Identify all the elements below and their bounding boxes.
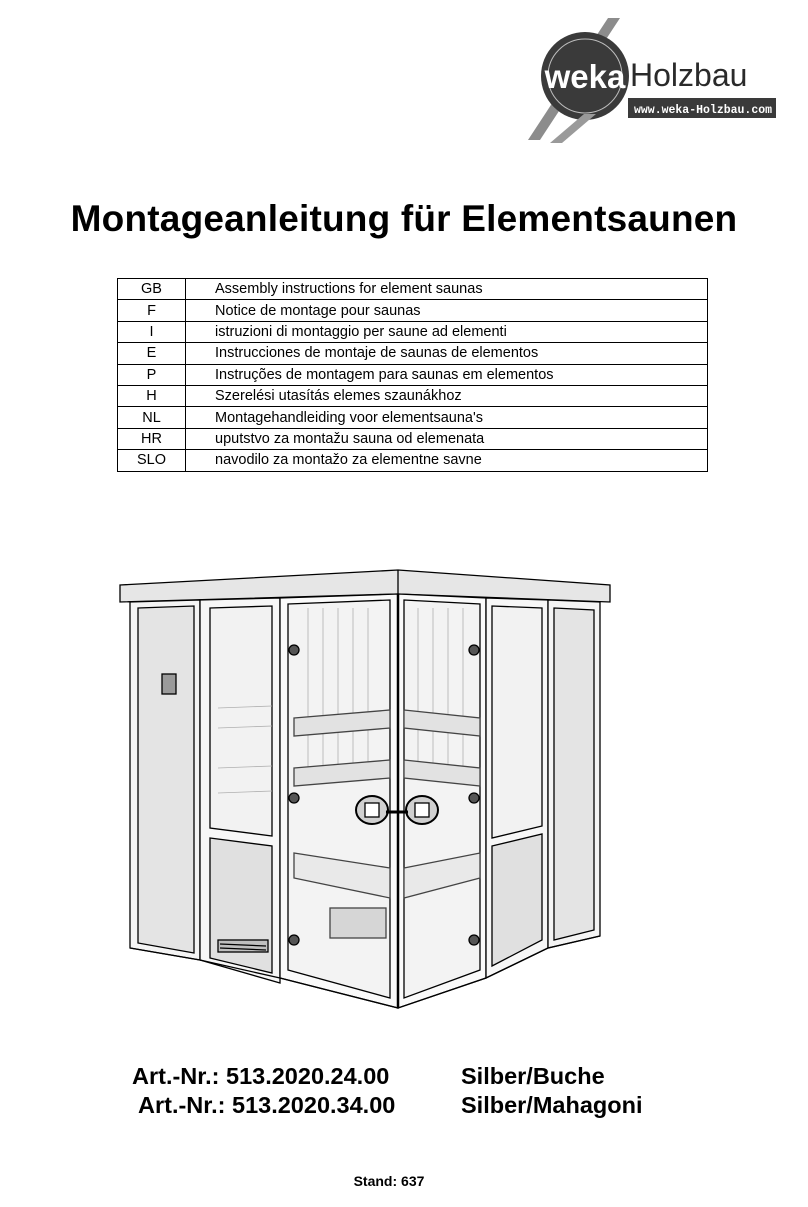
- article-number: Art.-Nr.: 513.2020.24.00: [132, 1063, 390, 1089]
- language-text: Notice de montage pour saunas: [186, 300, 708, 321]
- article-variant: Silber/Buche: [461, 1063, 605, 1089]
- language-code: I: [118, 321, 186, 342]
- language-code: NL: [118, 407, 186, 428]
- logo-brand: weka: [544, 58, 626, 95]
- language-code: GB: [118, 279, 186, 300]
- language-row: [118, 279, 708, 300]
- language-text: Szerelési utasítás elemes szaunákhoz: [186, 385, 708, 406]
- language-code: P: [118, 364, 186, 385]
- language-text: uputstvo za montažu sauna od elemenata: [186, 428, 708, 449]
- language-code: F: [118, 300, 186, 321]
- language-row: [118, 364, 708, 385]
- language-code: H: [118, 385, 186, 406]
- language-text: Assembly instructions for element saunas: [186, 279, 708, 300]
- page-title: Montageanleitung für Elementsaunen: [70, 198, 738, 239]
- language-row: [118, 407, 708, 428]
- language-code: E: [118, 343, 186, 364]
- language-row: [118, 428, 708, 449]
- language-code: HR: [118, 428, 186, 449]
- stand-label: Stand: 637: [353, 1173, 425, 1189]
- language-row: [118, 300, 708, 321]
- language-row: [118, 450, 708, 471]
- logo-url: www.weka-Holzbau.com: [634, 104, 773, 117]
- sauna-cabin-illustration: [118, 568, 612, 1014]
- article-variant: Silber/Mahagoni: [461, 1092, 643, 1118]
- language-row: [118, 385, 708, 406]
- language-text: navodilo za montažo za elementne savne: [186, 450, 708, 471]
- weka-holzbau-logo: [522, 18, 778, 143]
- language-text: Instrucciones de montaje de saunas de elementos: [186, 343, 708, 364]
- language-row: [118, 343, 708, 364]
- language-table: [117, 278, 708, 472]
- language-text: Montagehandleiding voor elementsauna's: [186, 407, 708, 428]
- logo-name: Holzbau: [630, 57, 748, 93]
- language-row: [118, 321, 708, 342]
- article-number: Art.-Nr.: 513.2020.34.00: [138, 1092, 396, 1118]
- language-text: istruzioni di montaggio per saune ad elementi: [186, 321, 708, 342]
- language-text: Instruções de montagem para saunas em elementos: [186, 364, 708, 385]
- language-code: SLO: [118, 450, 186, 471]
